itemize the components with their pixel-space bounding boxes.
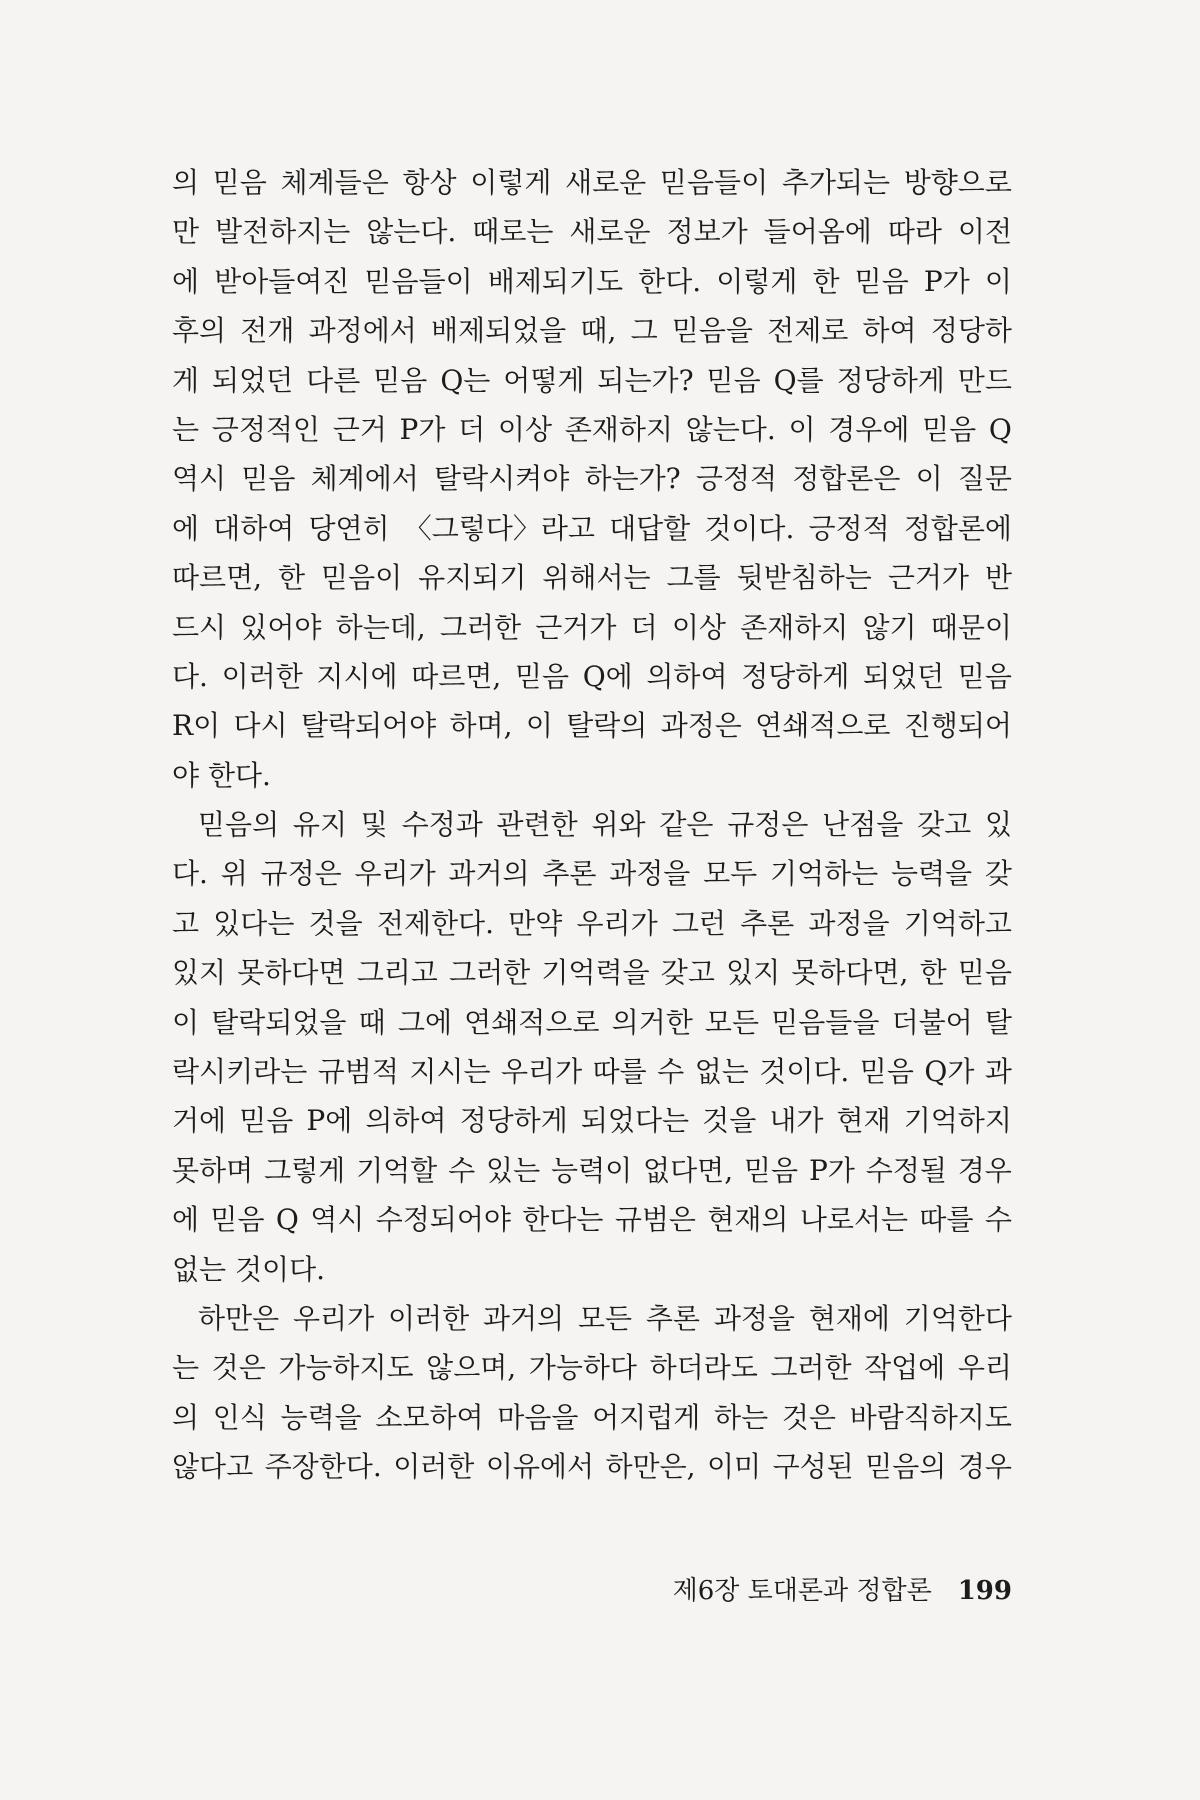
text-line: R이 다시 탈락되어야 하며, 이 탈락의 과정은 연쇄적으로 진행되어	[172, 709, 1012, 743]
text-line: 는 긍정적인 근거 P가 더 이상 존재하지 않는다. 이 경우에 믿음 Q	[172, 412, 1012, 446]
chapter-title: 제6장 토대론과 정합론	[672, 1576, 932, 1606]
text-line: 후의 전개 과정에서 배제되었을 때, 그 믿음을 전제로 하여 정당하	[172, 314, 1012, 348]
text-line: 의 믿음 체계들은 항상 이렇게 새로운 믿음들이 추가되는 방향으로	[172, 166, 1012, 199]
page-number: 199	[957, 1576, 1012, 1606]
text-line: 만 발전하지는 않는다. 때로는 새로운 정보가 들어옴에 따라 이전	[172, 215, 1012, 249]
text-line: 역시 믿음 체계에서 탈락시켜야 하는가? 긍정적 정합론은 이 질문	[172, 462, 1012, 496]
text-line: 거에 믿음 P에 의하여 정당하게 되었다는 것을 내가 현재 기억하지	[172, 1104, 1012, 1138]
text-line: 다. 위 규정은 우리가 과거의 추론 과정을 모두 기억하는 능력을 갖	[172, 857, 1012, 891]
text-line: 에 대하여 당연히 〈그렇다〉라고 대답할 것이다. 긍정적 정합론에	[172, 511, 1012, 545]
text-line: 고 있다는 것을 전제한다. 만약 우리가 그런 추론 과정을 기억하고	[172, 906, 1012, 940]
text-line: 에 받아들여진 믿음들이 배제되기도 한다. 이렇게 한 믿음 P가 이	[172, 264, 1012, 298]
text-line: 다. 이러한 지시에 따르면, 믿음 Q에 의하여 정당하게 되었던 믿음	[172, 659, 1012, 693]
text-line: 못하며 그렇게 기억할 수 있는 능력이 없다면, 믿음 P가 수정될 경우	[172, 1153, 1012, 1187]
text-line: 없는 것이다.	[172, 1252, 326, 1286]
text-line: 게 되었던 다른 믿음 Q는 어떻게 되는가? 믿음 Q를 정당하게 만드	[172, 363, 1012, 397]
text-line: 따르면, 한 믿음이 유지되기 위해서는 그를 뒷받침하는 근거가 반	[172, 561, 1012, 595]
page-footer	[673, 1570, 1012, 1607]
text-line: 이 탈락되었을 때 그에 연쇄적으로 의거한 모든 믿음들을 더불어 탈	[172, 1005, 1012, 1039]
text-line: 락시키라는 규범적 지시는 우리가 따를 수 없는 것이다. 믿음 Q가 과	[172, 1055, 1012, 1089]
text-line: 에 믿음 Q 역시 수정되어야 한다는 규범은 현재의 나로서는 따를 수	[172, 1203, 1012, 1237]
text-line: 의 인식 능력을 소모하여 마음을 어지럽게 하는 것은 바람직하지도	[172, 1400, 1012, 1434]
text-line: 하만은 우리가 이러한 과거의 모든 추론 과정을 현재에 기억한다	[198, 1301, 1012, 1335]
text-line: 않다고 주장한다. 이러한 이유에서 하만은, 이미 구성된 믿음의 경우	[172, 1450, 1012, 1484]
body-text	[172, 158, 1012, 1492]
text-line: 야 한다.	[172, 758, 271, 792]
text-line: 는 것은 가능하지도 않으며, 가능하다 하더라도 그러한 작업에 우리	[172, 1351, 1012, 1385]
text-line: 믿음의 유지 및 수정과 관련한 위와 같은 규정은 난점을 갖고 있	[198, 808, 1012, 842]
text-line: 있지 못하다면 그리고 그러한 기억력을 갖고 있지 못하다면, 한 믿음	[172, 956, 1012, 990]
text-line: 드시 있어야 하는데, 그러한 근거가 더 이상 존재하지 않기 때문이	[172, 610, 1012, 644]
